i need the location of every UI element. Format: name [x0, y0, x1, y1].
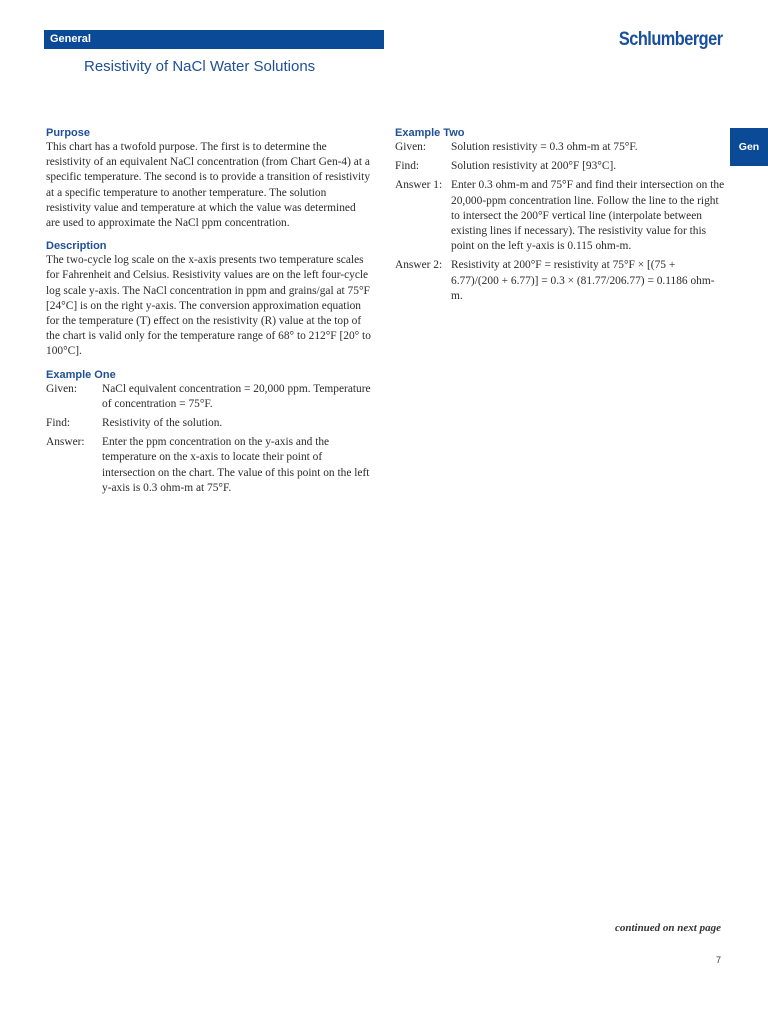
- brand-logo: Schlumberger: [619, 29, 723, 50]
- left-column: [46, 126, 372, 500]
- purpose-text: This chart has a twofold purpose. The first is to determine the resistivity of an equivalent NaCl concentration (from Chart Gen-4) at a specific temperature. The second is to provide a transition of resistivity at a specific temperature to another temperature. The solution resistivity value and temperature at which the value was determined are used to approximate the NaCl ppm concentration.: [46, 141, 371, 230]
- example-two-given-row: [395, 140, 725, 155]
- description-heading: Description: [46, 240, 107, 253]
- purpose-heading: Purpose: [46, 127, 91, 139]
- row-label: Find:: [395, 160, 420, 173]
- row-value: Resistivity at 200°F = resistivity at 75°F × [(75 + 6.77)/(200 + 6.77)] = 0.3 × (81.77/206.77) = 0.1186 ohm-m.: [451, 259, 715, 302]
- continued-note: continued on next page: [614, 922, 721, 934]
- description-text: The two-cycle log scale on the x-axis presents two temperature scales for Fahrenheit and Celsius. Resistivity values are on the left four-cycle log scale y-axis. The NaCl concentration in ppm and grains/gal at 75°F [24°C] is on the right y-axis. The conversion approximation equation for the temperature (T) effect on the resistivity (R) value at the top of the chart is valid only for the temperature range of 68° to 212°F [20° to 100°C].: [46, 254, 371, 358]
- example-two-answer2-row: [395, 258, 725, 304]
- section-header-bar: General: [44, 30, 384, 49]
- example-two-find-row: [395, 159, 725, 174]
- example-one-given-row: [46, 382, 372, 412]
- row-label: Given:: [46, 382, 78, 395]
- row-value: NaCl equivalent concentration = 20,000 ppm. Temperature of concentration = 75°F.: [102, 382, 371, 410]
- row-value: Enter the ppm concentration on the y-axis and the temperature on the x-axis to locate their point of intersection on the chart. The value of this point on the left y-axis is 0.3 ohm-m at 75°F.: [102, 436, 370, 494]
- page-title: Resistivity of NaCl Water Solutions: [84, 58, 316, 75]
- row-value: Solution resistivity at 200°F [93°C].: [451, 160, 617, 173]
- row-label: Given:: [395, 141, 427, 153]
- row-label: Answer:: [46, 436, 85, 449]
- side-tab-gen[interactable]: Gen: [730, 128, 768, 166]
- row-label: Answer 1:: [395, 179, 443, 192]
- row-value: Resistivity of the solution.: [102, 417, 223, 430]
- row-label: Answer 2:: [395, 259, 443, 272]
- right-column: [395, 126, 725, 308]
- row-value: Solution resistivity = 0.3 ohm-m at 75°F.: [451, 141, 638, 153]
- page-number: 7: [715, 955, 721, 965]
- example-one-find-row: [46, 416, 372, 431]
- example-two-heading: Example Two: [395, 127, 465, 139]
- example-two-answer1-row: [395, 178, 725, 254]
- row-label: Find:: [46, 417, 71, 430]
- row-value: Enter 0.3 ohm-m and 75°F and find their intersection on the 20,000-ppm concentration line. Follow the line to the right to intersect the 200°F vertical line (interpolate between existing lines if necessary). The resistivity value for this point on the left y-axis is 0.115 ohm-m.: [451, 179, 725, 253]
- example-one-heading: Example One: [46, 368, 116, 381]
- example-one-answer-row: [46, 435, 372, 496]
